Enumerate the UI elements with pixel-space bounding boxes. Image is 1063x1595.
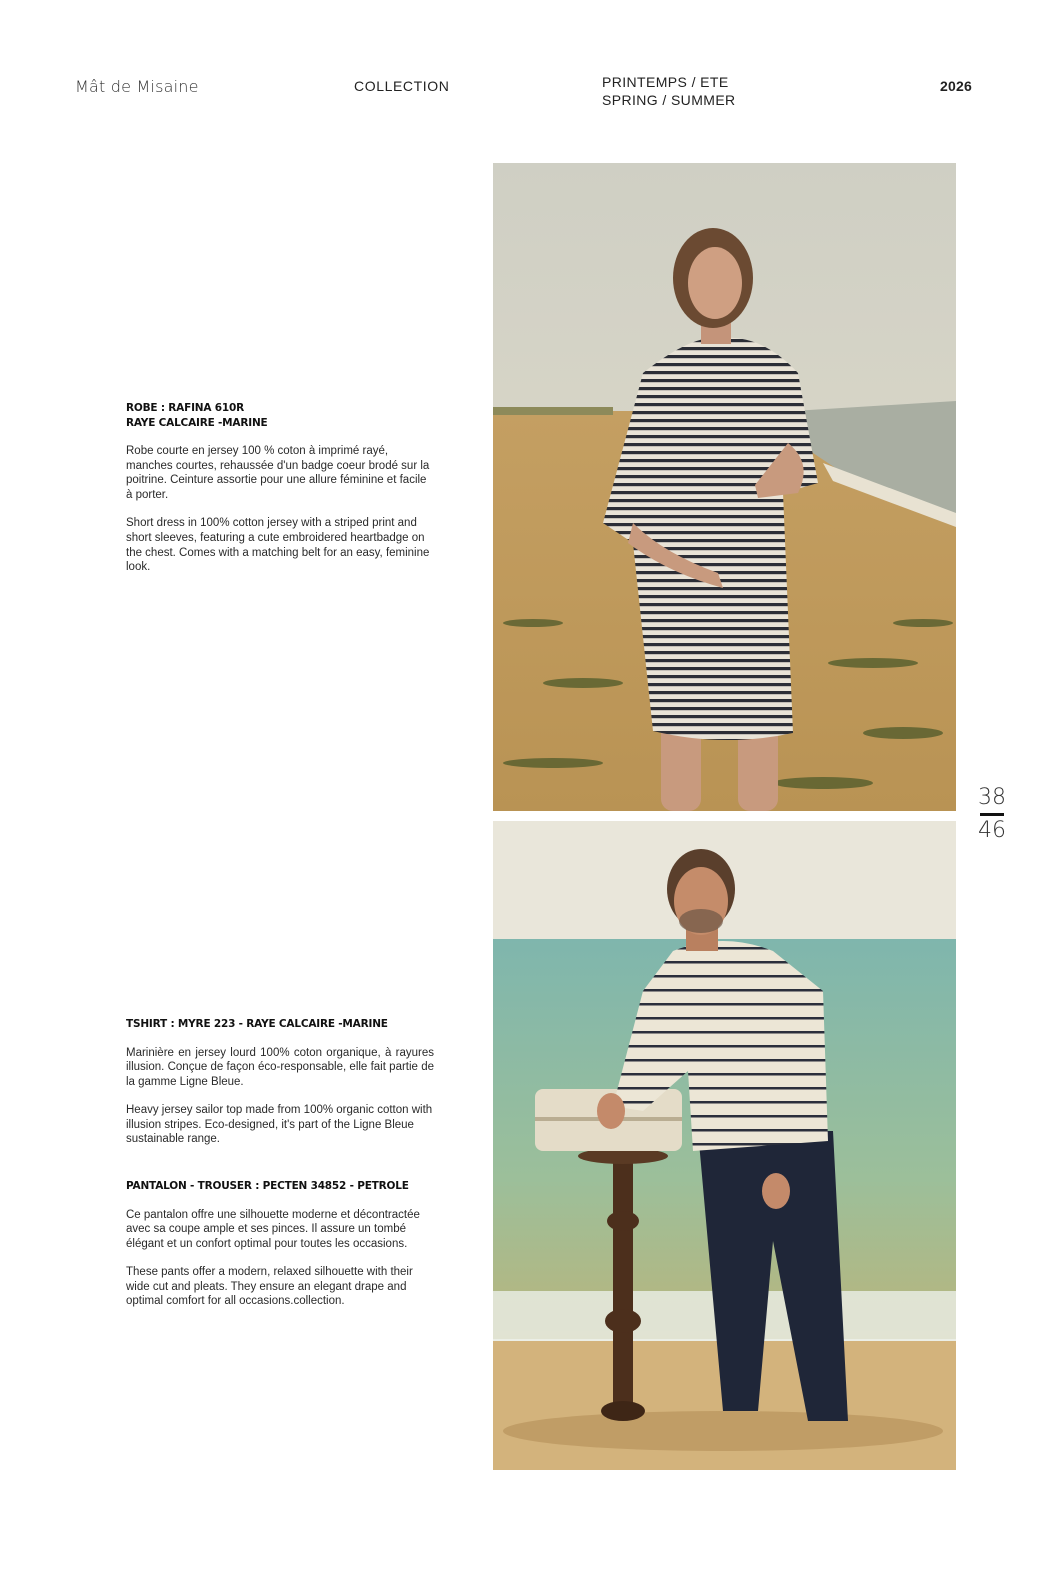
page-divider bbox=[980, 813, 1004, 816]
page-counter bbox=[978, 787, 1006, 842]
page-current: 38 bbox=[978, 785, 1006, 810]
product-dress-desc-fr: Robe courte en jersey 100 % coton à imprimé rayé, manches courtes, rehaussée d'un badge coeur brodé sur la poitrine. Ceinture assortie pour une allure féminine et facile à porter. bbox=[126, 445, 430, 501]
product-trouser-block bbox=[126, 1179, 434, 1323]
photo-striped-dress bbox=[493, 163, 956, 811]
product-dress-title: ROBE : RAFINA 610R bbox=[126, 402, 244, 414]
photo-sailor-top bbox=[493, 821, 956, 1470]
page-total: 46 bbox=[978, 818, 1006, 843]
product-trouser-desc-en: These pants offer a modern, relaxed silhouette with their wide cut and pleats. They ensure an elegant drape and optimal comfort for all occasions.collection. bbox=[126, 1266, 413, 1308]
product-dress-colour: RAYE CALCAIRE -MARINE bbox=[126, 416, 268, 429]
beach-photo-woman bbox=[493, 163, 956, 811]
product-dress-block bbox=[126, 401, 434, 589]
product-tshirt-desc-en: Heavy jersey sailor top made from 100% organic cotton with illusion stripes. Eco-designed, it's part of the Ligne Bleue sustainable range. bbox=[126, 1104, 433, 1146]
product-tshirt-block bbox=[126, 1017, 434, 1161]
beach-photo-man bbox=[493, 821, 956, 1470]
season-en: SPRING / SUMMER bbox=[602, 92, 736, 108]
year-label: 2026 bbox=[940, 78, 972, 94]
section-label: COLLECTION bbox=[354, 78, 450, 94]
product-dress-desc-en: Short dress in 100% cotton jersey with a striped print and short sleeves, featuring a cute embroidered heartbadge on the chest. Comes with a matching belt for an easy, feminine look. bbox=[126, 517, 430, 574]
brand-name: Mât de Misaine bbox=[75, 77, 199, 96]
product-trouser-desc-fr: Ce pantalon offre une silhouette moderne et décontractée avec sa coupe ample et ses pinces. Il assure un tombé élégant et un confort optimal pour toutes les occasions. bbox=[126, 1208, 420, 1250]
product-tshirt-desc-fr: Marinière en jersey lourd 100% coton organique, à rayures illusion. Conçue de façon éco-responsable, elle fait partie de la gamme Ligne Bleue. bbox=[126, 1046, 434, 1088]
season-fr: PRINTEMPS / ETE bbox=[602, 74, 729, 90]
product-tshirt-title: TSHIRT : MYRE 223 - RAYE CALCAIRE -MARINE bbox=[126, 1018, 388, 1030]
season-label bbox=[602, 73, 736, 109]
product-trouser-title: PANTALON - TROUSER : PECTEN 34852 - PETROLE bbox=[126, 1180, 409, 1192]
